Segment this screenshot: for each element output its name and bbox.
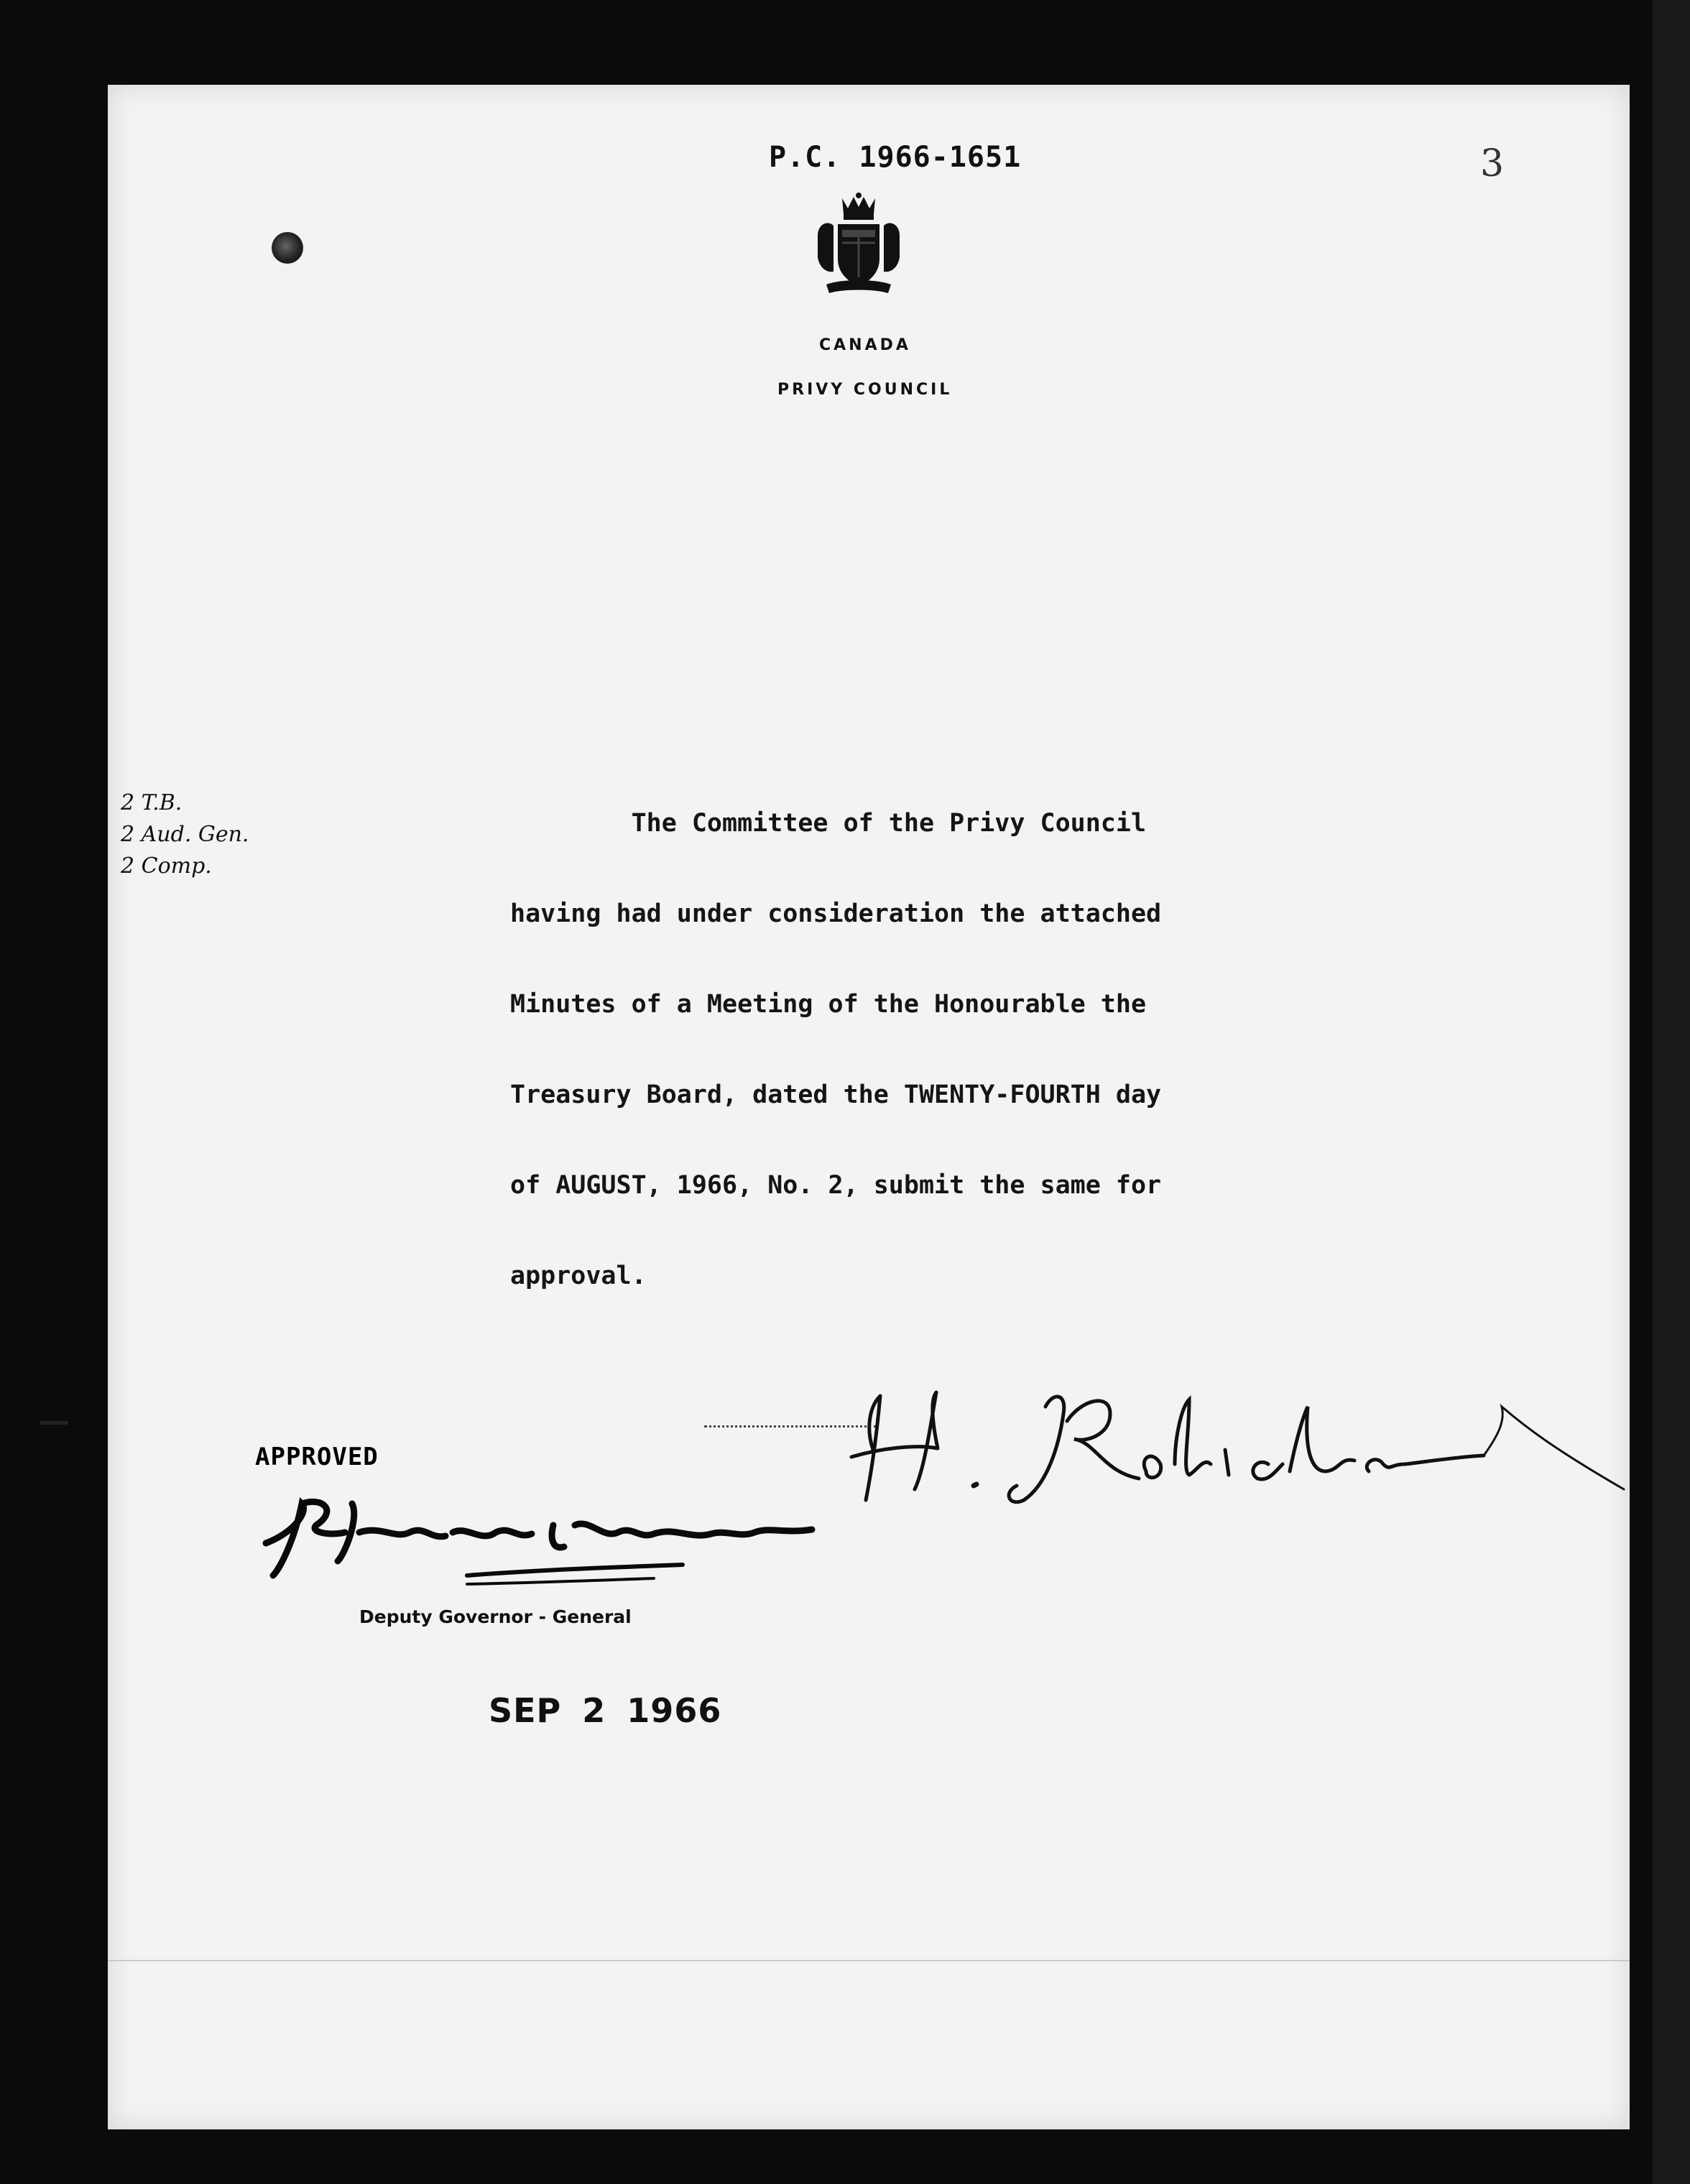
- signature-clerk: [837, 1364, 1627, 1529]
- order-body: [510, 778, 1444, 1321]
- council-label: PRIVY COUNCIL: [777, 381, 953, 399]
- margin-notes: [121, 787, 249, 882]
- margin-note: 2 Aud. Gen.: [121, 822, 249, 847]
- film-mark: [40, 1421, 68, 1425]
- document-page: [108, 85, 1630, 2129]
- body-line: Treasury Board, dated the TWENTY-FOURTH day: [510, 1081, 1162, 1109]
- country-label: CANADA: [819, 336, 911, 354]
- film-edge: [1653, 0, 1690, 2184]
- coat-of-arms-icon: [812, 193, 905, 300]
- margin-note: 2 T.B.: [121, 790, 183, 815]
- order-number: P.C. 1966-1651: [769, 141, 1022, 174]
- body-line: The Committee of the Privy Council: [510, 809, 1147, 838]
- signature-deputy-governor: [251, 1482, 862, 1597]
- fold-line: [108, 1960, 1630, 1961]
- body-line: of AUGUST, 1966, No. 2, submit the same for: [510, 1171, 1162, 1200]
- punch-hole: [272, 232, 303, 264]
- margin-note: 2 Comp.: [121, 853, 212, 879]
- body-line: Minutes of a Meeting of the Honourable the: [510, 990, 1147, 1019]
- body-line: having had under consideration the attached: [510, 899, 1162, 928]
- signer-title: Deputy Governor - General: [359, 1606, 632, 1627]
- approved-label: APPROVED: [255, 1443, 379, 1471]
- page-number: 3: [1480, 142, 1505, 185]
- body-line: approval.: [510, 1262, 647, 1290]
- date-stamp: SEP 2 1966: [489, 1691, 722, 1730]
